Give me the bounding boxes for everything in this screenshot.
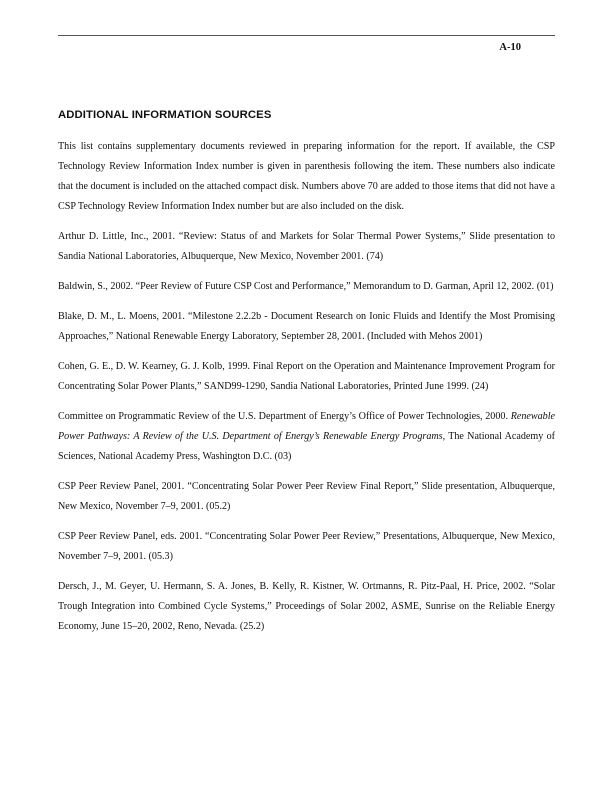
- intro-paragraph: This list contains supplementary documents reviewed in preparing information for the report. If available, the CSP Technology Review Information Index number is given in parenthesis following the item. These numbers also indicate that the document is included on the attached compact disk. Numbers above 70 are added to those items that did not have a CSP Technology Review Information Index number but are also included on the disk.: [58, 141, 555, 212]
- reference-item: Arthur D. Little, Inc., 2001. “Review: Status of and Markets for Solar Thermal Power Systems,” Slide presentation to Sandia National Laboratories, Albuquerque, New Mexico, November 2001. (74): [58, 231, 555, 262]
- header-rule: [58, 35, 555, 36]
- reference-item: CSP Peer Review Panel, 2001. “Concentrating Solar Power Peer Review Final Report,” Slide presentation, Albuquerque, New Mexico, November 7–9, 2001. (05.2): [58, 481, 555, 512]
- reference-item: Blake, D. M., L. Moens, 2001. “Milestone 2.2.2b - Document Research on Ionic Fluids and Identify the Most Promising Approaches,” National Renewable Energy Laboratory, September 28, 2001. (Included with Mehos 2001): [58, 311, 555, 342]
- reference-text: , The National Academy of Sciences, National Academy Press, Washington D.C. (03): [58, 431, 555, 462]
- content-body: [58, 137, 555, 647]
- reference-item: Dersch, J., M. Geyer, U. Hermann, S. A. Jones, B. Kelly, R. Kistner, W. Ortmanns, R. Pitz-Paal, H. Price, 2002. “Solar Trough Integration into Combined Cycle Systems,” Proceedings of Solar 2002, ASME, Sunrise on the Reliable Energy Economy, June 15–20, 2002, Reno, Nevada. (25.2): [58, 581, 555, 632]
- reference-item: CSP Peer Review Panel, eds. 2001. “Concentrating Solar Power Peer Review,” Presentations, Albuquerque, New Mexico, November 7–9, 2001. (05.3): [58, 531, 555, 562]
- reference-title-italic: Renewable Power Pathways: A Review of the U.S. Department of Energy’s Renewable Energy Programs: [58, 411, 555, 442]
- reference-item: Cohen, G. E., D. W. Kearney, G. J. Kolb, 1999. Final Report on the Operation and Maintenance Improvement Program for Concentrating Solar Power Plants,” SAND99-1290, Sandia National Laboratories, Printed June 1999. (24): [58, 361, 555, 392]
- reference-text: Committee on Programmatic Review of the U.S. Department of Energy’s Office of Power Technologies, 2000.: [58, 411, 511, 422]
- reference-item: Baldwin, S., 2002. “Peer Review of Future CSP Cost and Performance,” Memorandum to D. Garman, April 12, 2002. (01): [58, 281, 554, 292]
- section-heading: ADDITIONAL INFORMATION SOURCES: [58, 109, 272, 121]
- reference-item: [58, 407, 555, 467]
- page-number: A-10: [499, 42, 521, 53]
